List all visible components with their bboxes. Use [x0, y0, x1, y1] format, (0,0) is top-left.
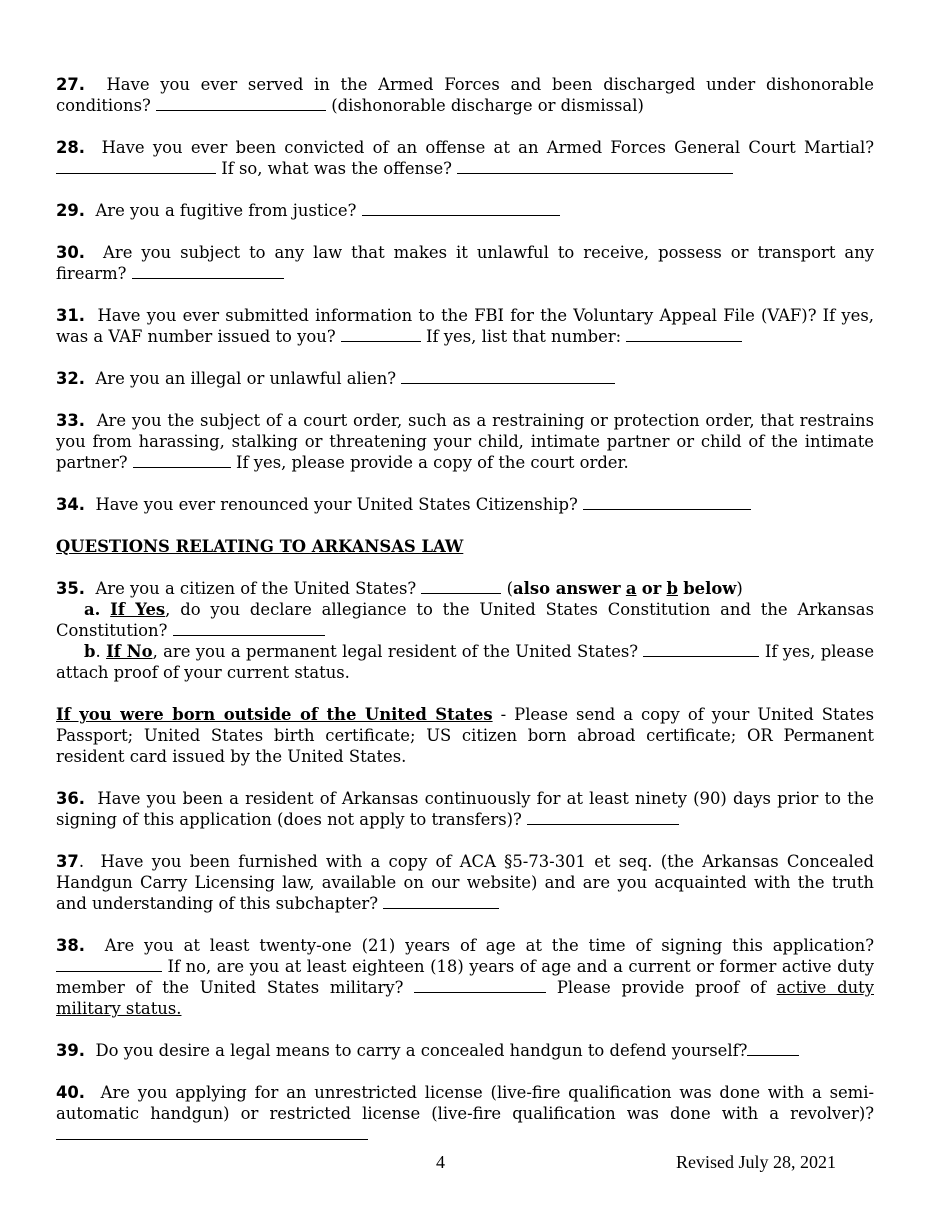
answer-blank-36[interactable]: [527, 809, 679, 825]
born-outside-text: - Please send a copy of your United States Passport; United States birth certificate; US citizen born abroad certificate; OR Permanent resident card issued by the United States.: [56, 705, 875, 766]
active-duty-text: active duty military status.: [56, 978, 874, 1018]
question-text: Have you been furnished with a copy of ACA §5-73-301 et seq. (the Arkansas Concealed Handgun Carry Licensing law, available on our website) and are you acquainted with the truth and understanding of this subchapter?: [56, 852, 874, 913]
question-30: [56, 242, 874, 284]
answer-blank-31[interactable]: [341, 326, 421, 342]
answer-blank-35a[interactable]: [173, 620, 325, 636]
question-number: 31.: [56, 306, 86, 325]
answer-blank-32[interactable]: [401, 368, 615, 384]
answer-blank-28[interactable]: [56, 158, 216, 174]
answer-blank-39[interactable]: [747, 1040, 799, 1056]
answer-blank-30[interactable]: [132, 263, 284, 279]
question-text: , are you a permanent legal resident of the United States?: [152, 642, 639, 661]
question-text: Do you desire a legal means to carry a concealed handgun to defend yourself?: [95, 1041, 748, 1060]
question-note: (dishonorable discharge or dismissal): [331, 96, 644, 115]
answer-blank-40[interactable]: [56, 1124, 368, 1140]
question-33: [56, 410, 874, 473]
question-text: Have you ever submitted information to the FBI for the Voluntary Appeal File (VAF)? If yes, was a VAF number issued to you?: [56, 306, 875, 346]
paren-close: ): [736, 579, 743, 598]
question-text: Are you applying for an unrestricted license (live-fire qualification was done with a semi-automatic handgun) or restricted license (live-fire qualification was done with a revolver)?: [56, 1083, 874, 1123]
answer-blank-35b[interactable]: [643, 641, 759, 657]
question-number: 40.: [56, 1083, 86, 1102]
question-number: 37: [56, 852, 79, 871]
question-number: 29.: [56, 201, 86, 220]
question-32: [56, 368, 874, 389]
or-text: or: [641, 579, 662, 598]
question-number: 28.: [56, 138, 86, 157]
born-outside-note: [56, 704, 874, 767]
revision-date: Revised July 28, 2021: [676, 1152, 836, 1172]
question-followup: If yes, please attach proof of your current status.: [56, 642, 875, 682]
question-40: [56, 1082, 874, 1145]
question-number: 38.: [56, 936, 86, 955]
answer-blank-35[interactable]: [421, 578, 501, 594]
option-a-ref: a: [625, 579, 637, 598]
question-text: , do you declare allegiance to the United States Constitution and the Arkansas Constitution?: [56, 600, 874, 640]
question-29: [56, 200, 874, 221]
question-number: 33.: [56, 411, 86, 430]
question-text: Are you subject to any law that makes it unlawful to receive, possess or transport any firearm?: [56, 243, 875, 283]
question-number: 39.: [56, 1041, 86, 1060]
page-number: 4: [436, 1152, 445, 1172]
question-number: 32.: [56, 369, 86, 388]
question-followup: If yes, please provide a copy of the court order.: [236, 453, 629, 472]
question-39: [56, 1040, 874, 1061]
question-text: Have you ever renounced your United States Citizenship?: [95, 495, 578, 514]
question-38: [56, 935, 874, 1019]
answer-blank-27[interactable]: [156, 95, 326, 111]
question-number: 35.: [56, 579, 86, 598]
question-number: 30.: [56, 243, 86, 262]
sub-label-dot: .: [95, 642, 101, 661]
form-page: [56, 74, 874, 1166]
question-text: Are you a fugitive from justice?: [95, 201, 357, 220]
question-text: Are you a citizen of the United States?: [95, 579, 417, 598]
born-outside-lead: If you were born outside of the United States: [56, 705, 493, 724]
proof-text: Please provide proof of: [556, 978, 766, 997]
option-b-ref: b: [666, 579, 678, 598]
question-text: Have you been a resident of Arkansas continuously for at least ninety (90) days prior to the signing of this application (does not apply to transfers)?: [56, 789, 875, 829]
question-text: Have you ever served in the Armed Forces and been discharged under dishonorable conditions?: [56, 75, 875, 115]
vaf-number-blank[interactable]: [626, 326, 742, 342]
answer-blank-38[interactable]: [56, 956, 162, 972]
question-31: [56, 305, 874, 347]
answer-blank-34[interactable]: [583, 494, 751, 510]
question-followup: If yes, list that number:: [426, 327, 622, 346]
question-35: [56, 578, 874, 683]
question-number: 34.: [56, 495, 86, 514]
sub-label-b: b: [84, 642, 96, 661]
answer-blank-29[interactable]: [362, 200, 560, 216]
question-28: [56, 137, 874, 179]
question-text: Have you ever been convicted of an offense at an Armed Forces General Court Martial?: [101, 138, 875, 157]
sub-label-a: a.: [84, 600, 101, 619]
below-text: below: [683, 579, 737, 598]
paren-open: (: [506, 579, 513, 598]
answer-blank-33[interactable]: [133, 452, 231, 468]
offense-blank-28[interactable]: [457, 158, 733, 174]
question-followup: If no, are you at least eighteen (18) years of age and a current or former active duty member of the United States military?: [56, 957, 874, 997]
question-36: [56, 788, 874, 830]
number-dot: .: [78, 852, 85, 871]
question-number: 27.: [56, 75, 86, 94]
answer-blank-37[interactable]: [383, 893, 499, 909]
section-heading: QUESTIONS RELATING TO ARKANSAS LAW: [56, 537, 464, 556]
question-34: [56, 494, 874, 515]
if-no-label: If No: [106, 642, 153, 661]
military-blank-38[interactable]: [414, 977, 546, 993]
question-text: Are you at least twenty-one (21) years of age at the time of signing this application?: [104, 936, 874, 955]
question-number: 36.: [56, 789, 86, 808]
question-35b: [56, 641, 874, 683]
question-27: [56, 74, 874, 116]
question-followup: If so, what was the offense?: [221, 159, 452, 178]
question-37: [56, 851, 874, 914]
question-text: Are you an illegal or unlawful alien?: [95, 369, 397, 388]
if-yes-label: If Yes: [110, 600, 166, 619]
question-35a: [56, 599, 874, 641]
also-answer-text: also answer: [513, 579, 621, 598]
question-text: Are you the subject of a court order, such as a restraining or protection order, that restrains you from harassing, stalking or threatening your child, intimate partner or child of the intimate partner?: [56, 411, 875, 472]
